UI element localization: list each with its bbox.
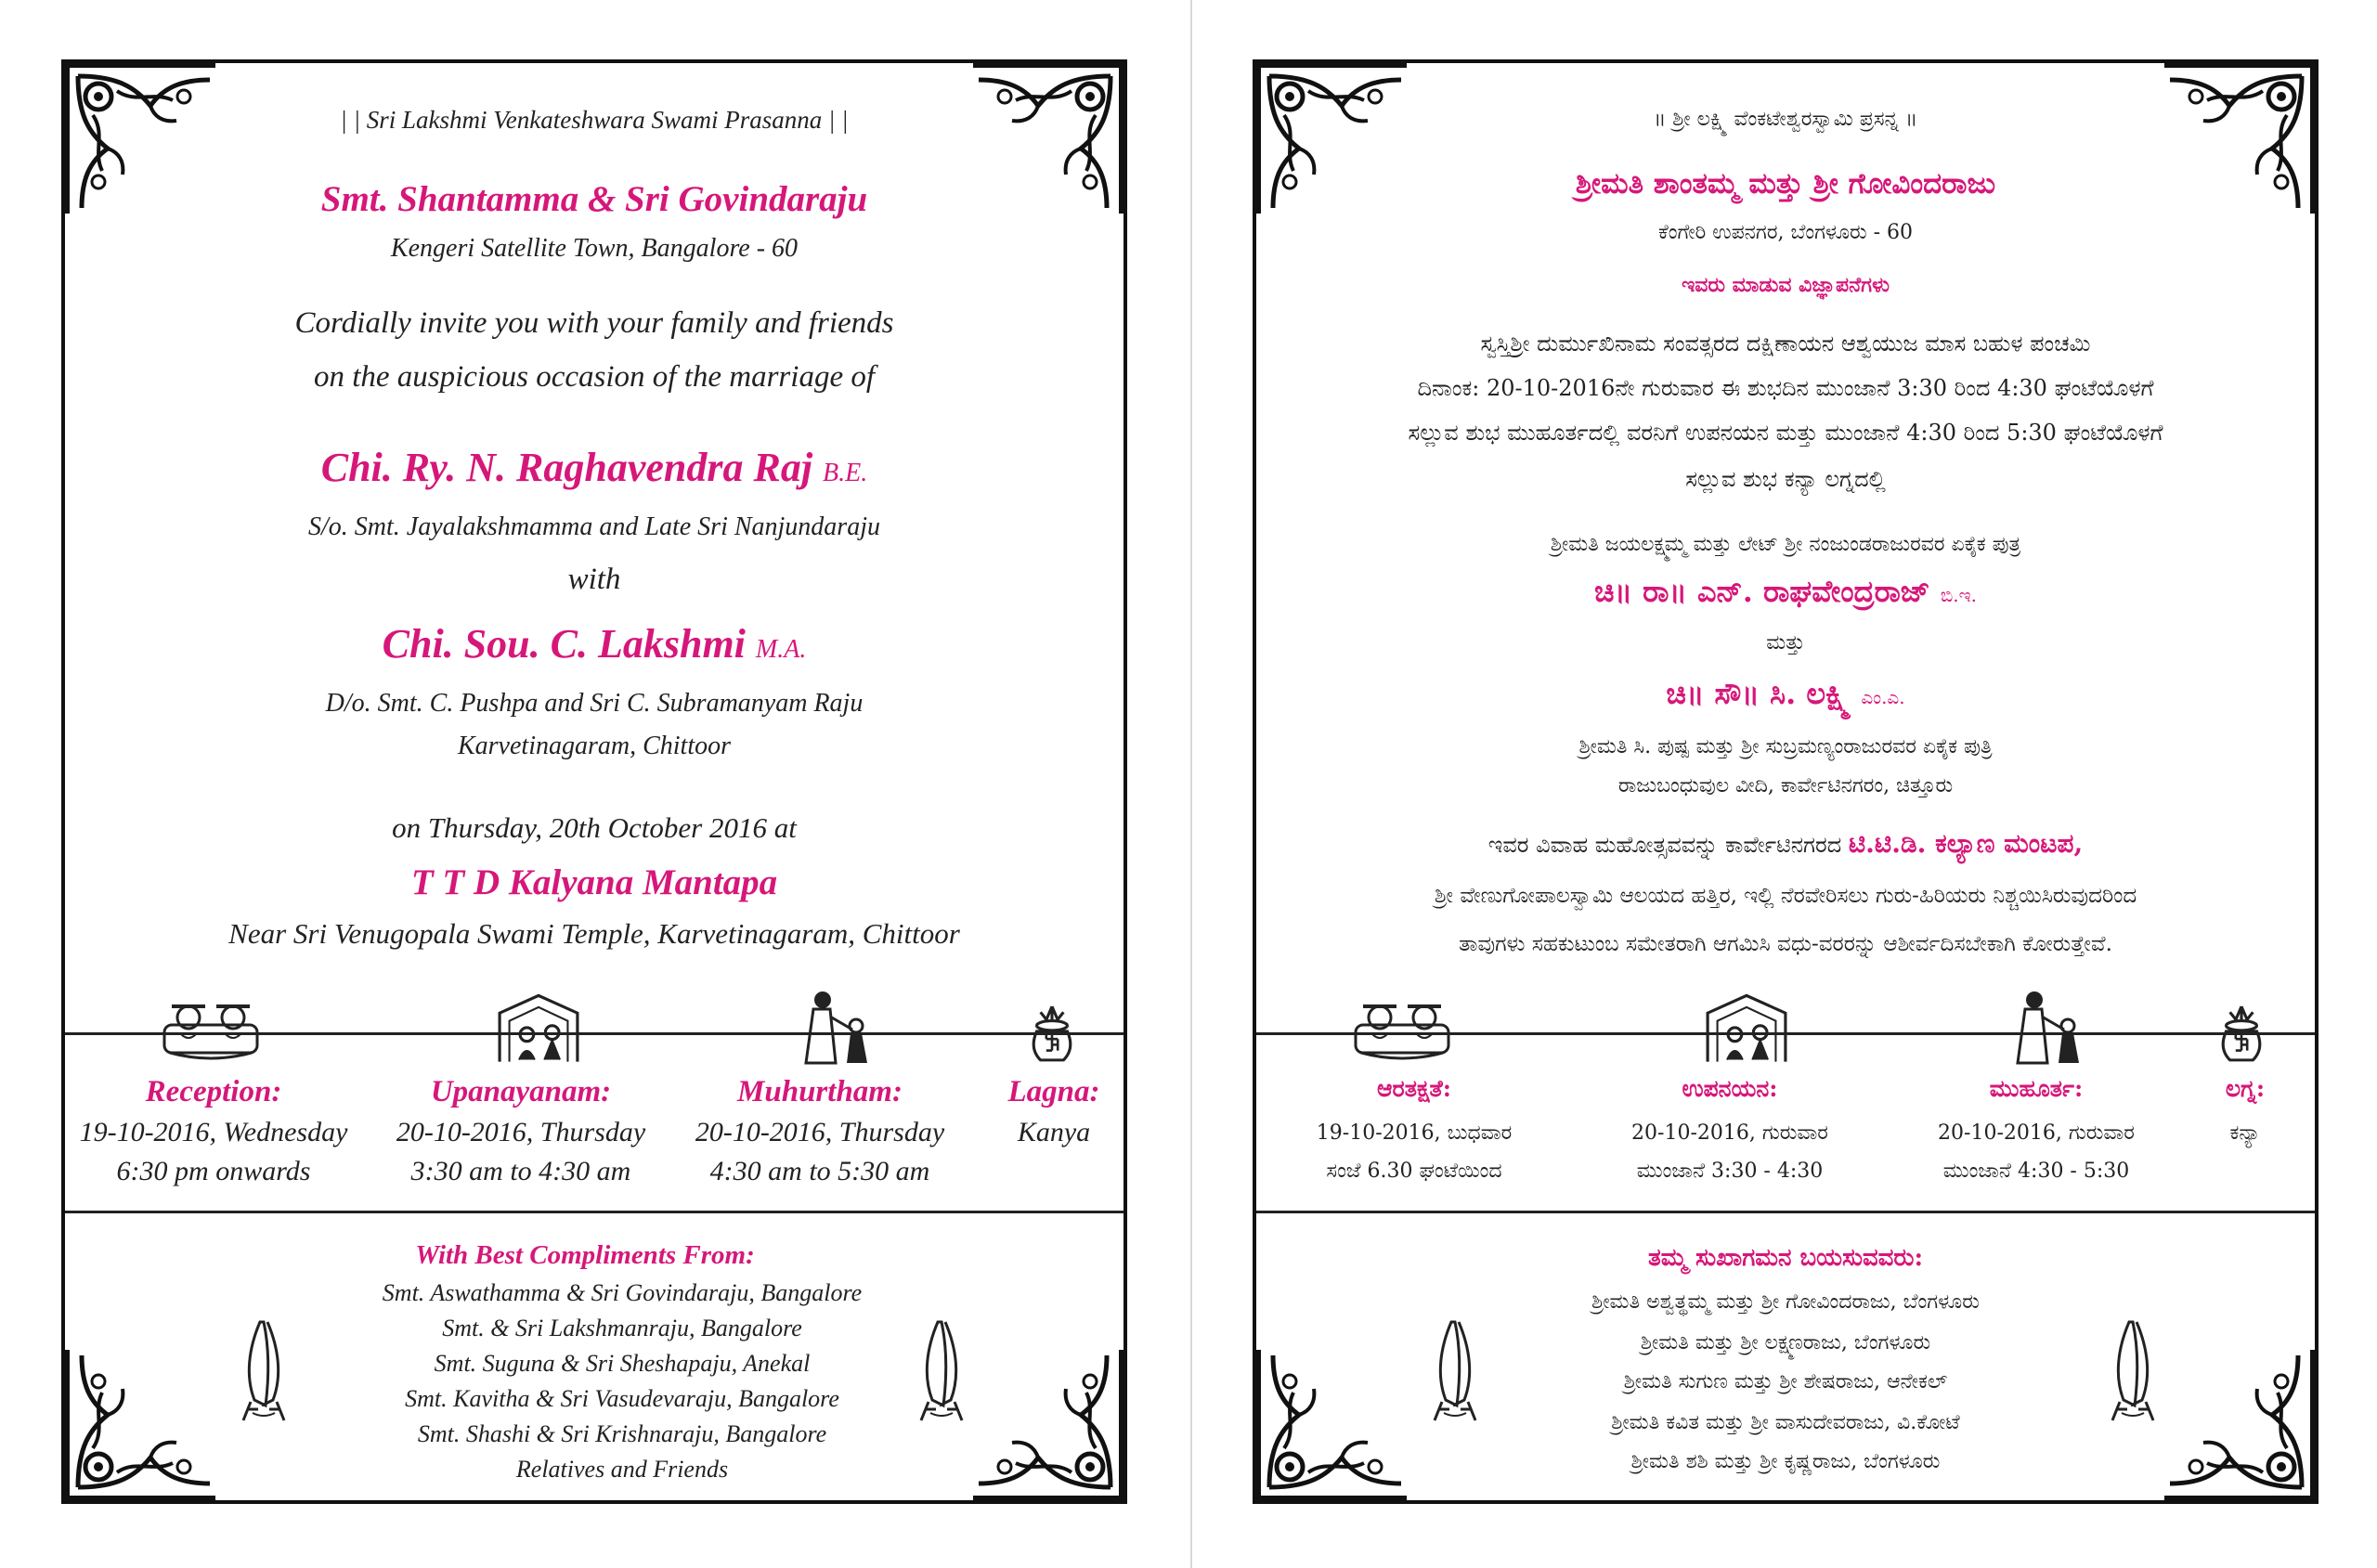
invite-line-2: on the auspicious occasion of the marriage of — [313, 360, 876, 394]
event-muhurtham — [685, 1075, 955, 1187]
upanayanam-ritual-icon — [498, 993, 579, 1064]
groom-heading — [65, 444, 1124, 491]
venue-name: T T D Kalyana Mantapa — [410, 862, 778, 902]
ceremony-para-2: ದಿನಾಂಕ: 20-10-2016ನೇ ಗುರುವಾರ ಈ ಶುಭದಿನ ಮುಂಜಾನೆ 3:30 ರಿಂದ 4:30 ಘಂಟೆಯೊಳಗೆ — [1417, 375, 2154, 401]
event-title: Reception: — [145, 1075, 282, 1108]
corner-ornament-icon — [969, 1346, 1127, 1504]
event-lagna — [994, 1075, 1114, 1148]
event-title: ಆರತಕ್ಷತೆ: — [1376, 1075, 1451, 1102]
event-title: Upanayanam: — [430, 1075, 612, 1108]
compliment-2: ಶ್ರೀಮತಿ ಮತ್ತು ಶ್ರೀ ಲಕ್ಷ್ಮಣರಾಜು, ಬೆಂಗಳೂರು — [1640, 1331, 1931, 1354]
compliment-6: Relatives and Friends — [515, 1456, 729, 1483]
event-muhurtham — [1897, 1075, 2176, 1183]
namaste-hands-icon — [2111, 1320, 2155, 1422]
venue-line-1 — [1256, 828, 2315, 860]
groom-name: Chi. Ry. N. Raghavendra Raj — [320, 445, 813, 490]
hosts-address: Kengeri Satellite Town, Bangalore - 60 — [390, 234, 799, 263]
bride-address: ರಾಜುಬಂಧುವುಲ ವೀದಿ, ಕಾರ್ವೇಟಿನಗರಂ, ಚಿತ್ತೂರು — [1617, 774, 1954, 797]
event-time: ಸಂಜೆ 6.30 ಘಂಟೆಯಿಂದ — [1326, 1160, 1502, 1183]
invocation: ॥ ಶ್ರೀ ಲಕ್ಷ್ಮಿ ವೆಂಕಟೇಶ್ವರಸ್ವಾಮಿ ಪ್ರಸನ್ನ ॥ — [1653, 108, 1918, 131]
ceremony-para-3: ಸಲ್ಲುವ ಶುಭ ಮುಹೂರ್ತದಲ್ಲಿ ವರನಿಗೆ ಉಪನಯನ ಮತ್ತು ಮುಂಜಾನೆ 4:30 ರಿಂದ 5:30 ಘಂಟೆಯೊಳಗೆ — [1408, 420, 2163, 446]
event-title: ಉಪನಯನ: — [1682, 1075, 1778, 1102]
event-reception — [74, 1075, 353, 1187]
hosts-name: ಶ್ರೀಮತಿ ಶಾಂತಮ್ಮ ಮತ್ತು ಶ್ರೀ ಗೋವಿಂದರಾಜು — [1575, 167, 1996, 201]
event-title: ಮುಹೂರ್ತ: — [1989, 1075, 2084, 1102]
event-date: 20-10-2016, Thursday — [695, 1117, 945, 1147]
event-reception — [1275, 1075, 1553, 1183]
event-title: Muhurtham: — [737, 1075, 903, 1108]
compliment-2: Smt. & Sri Lakshmanraju, Bangalore — [442, 1315, 802, 1341]
compliment-1: Smt. Aswathamma & Sri Govindaraju, Bangalore — [382, 1279, 863, 1306]
events-rule-top — [65, 1032, 1124, 1035]
compliment-1: ಶ್ರೀಮತಿ ಅಶ್ವತ್ಥಮ್ಮ ಮತ್ತು ಶ್ರೀ ಗೋವಿಂದರಾಜು, ಬೆಂಗಳೂರು — [1591, 1290, 1980, 1314]
ceremony-para-4: ಸಲ್ಲುವ ಶುಭ ಕನ್ಯಾ ಲಗ್ನದಲ್ಲಿ — [1685, 466, 1886, 492]
event-time: 3:30 am to 4:30 am — [410, 1156, 631, 1186]
event-title: Lagna: — [1007, 1075, 1100, 1108]
event-upanayanam — [1591, 1075, 1869, 1183]
groom-degree: B.E. — [823, 459, 868, 487]
event-date: 20-10-2016, ಗುರುವಾರ — [1938, 1121, 2135, 1145]
event-date: 19-10-2016, Wednesday — [79, 1117, 348, 1147]
compliment-5: Smt. Shashi & Sri Krishnaraju, Bangalore — [417, 1420, 827, 1447]
mother-child-icon — [2010, 988, 2085, 1066]
compliments-title: ತಮ್ಮ ಸುಖಾಗಮನ ಬಯಸುವವರು: — [1647, 1244, 1924, 1272]
event-lagna — [2194, 1075, 2296, 1145]
venue-line-3: ತಾವುಗಳು ಸಹಕುಟುಂಬ ಸಮೇತರಾಗಿ ಆಗಮಿಸಿ ವಧು-ವರರನ್ನು ಆಶೀರ್ವದಿಸಬೇಕಾಗಿ ಕೋರುತ್ತೇವೆ. — [1459, 932, 2112, 956]
with-text: ಮತ್ತು — [1766, 631, 1805, 654]
event-date: 19-10-2016, ಬುಧವಾರ — [1316, 1121, 1513, 1145]
events-rule-top — [1256, 1032, 2315, 1035]
bride-heading — [65, 620, 1124, 667]
bride-parents: ಶ್ರೀಮತಿ ಸಿ. ಪುಷ್ಪ ಮತ್ತು ಶ್ರೀ ಸುಬ್ರಮಣ್ಯಂರಾಜುರವರ ಏಕೈಕ ಪುತ್ರಿ — [1578, 735, 1993, 758]
compliment-3: Smt. Suguna & Sri Sheshараju, Anekal — [434, 1350, 811, 1377]
bride-heading — [1256, 676, 2315, 712]
namaste-hands-icon — [919, 1320, 964, 1422]
compliment-3: ಶ್ರೀಮತಿ ಸುಗುಣ ಮತ್ತು ಶ್ರೀ ಶೇಷರಾಜು, ಆನೇಕಲ್ — [1623, 1370, 1948, 1393]
bride-name: ಚಿ॥ ಸೌ॥ ಸಿ. ಲಕ್ಷ್ಮಿ — [1666, 676, 1851, 711]
hosts-name: Smt. Shantamma & Sri Govindaraju — [320, 179, 868, 219]
hosts-address: ಕೆಂಗೇರಿ ಉಪನಗರ, ಬೆಂಗಳೂರು - 60 — [1657, 221, 1914, 244]
event-time: 6:30 pm onwards — [116, 1156, 311, 1186]
mother-child-icon — [799, 988, 873, 1066]
venue-line-pre: ಇವರ ವಿವಾಹ ಮಹೋತ್ಸವವನ್ನು ಕಾರ್ವೇಟಿನಗರದ — [1487, 832, 1842, 858]
event-upanayanam — [386, 1075, 656, 1187]
event-date: 20-10-2016, Thursday — [396, 1117, 646, 1147]
ceremony-para-1: ಸ್ವಸ್ತಿಶ್ರೀ ದುರ್ಮುಖಿನಾಮ ಸಂವತ್ಸರದ ದಕ್ಷಿಣಾಯನ ಆಶ್ವಯುಜ ಮಾಸ ಬಹುಳ ಪಂಚಮಿ — [1480, 330, 2091, 356]
event-title: ಲಗ್ನ: — [2225, 1075, 2266, 1102]
with-text: with — [567, 563, 621, 596]
event-time: ಮುಂಜಾನೆ 3:30 - 4:30 — [1636, 1160, 1824, 1183]
groom-parents: ಶ್ರೀಮತಿ ಜಯಲಕ್ಷ್ಮಮ್ಮ ಮತ್ತು ಲೇಟ್ ಶ್ರೀ ನಂಜುಂಡರಾಜುರವರ ಏಕೈಕ ಪುತ್ರ — [1550, 533, 2021, 556]
bride-degree: M.A. — [755, 635, 807, 664]
event-time: 4:30 am to 5:30 am — [709, 1156, 930, 1186]
announcement-heading: ಇವರು ಮಾಡುವ ವಿಜ್ಞಾಪನೆಗಳು — [1681, 273, 1890, 297]
page-fold-divider — [1190, 0, 1192, 1568]
event-time: ಮುಂಜಾನೆ 4:30 - 5:30 — [1942, 1160, 2130, 1183]
venue-name: ಟಿ.ಟಿ.ಡಿ. ಕಲ್ಯಾಣ ಮಂಟಪ, — [1848, 828, 2084, 859]
event-date: Kanya — [1017, 1117, 1091, 1147]
upanayanam-ritual-icon — [1706, 993, 1787, 1064]
groom-degree: ಬಿ.ಇ. — [1940, 584, 1977, 606]
bride-name: Chi. Sou. C. Lakshmi — [382, 621, 746, 667]
kannada-invitation-card — [1253, 59, 2319, 1504]
corner-ornament-icon — [61, 1346, 219, 1504]
event-date: 20-10-2016, ಗುರುವಾರ — [1631, 1121, 1828, 1145]
compliments-title: With Best Compliments From: — [415, 1240, 755, 1270]
invocation: | | Sri Lakshmi Venkateshwara Swami Prasanna | | — [340, 106, 849, 134]
bride-town: Karvetinagaram, Chittoor — [457, 732, 731, 760]
invite-line-1: Cordially invite you with your family and friends — [294, 306, 894, 340]
namaste-hands-icon — [241, 1320, 286, 1422]
compliment-4: Smt. Kavitha & Sri Vasudevaraju, Bangalore — [405, 1385, 839, 1412]
namaste-hands-icon — [1433, 1320, 1477, 1422]
groom-parents: S/o. Smt. Jayalakshmamma and Late Sri Nanjundaraju — [308, 512, 880, 541]
venue-address: Near Sri Venugopala Swami Temple, Karvetinagaram, Chittoor — [228, 917, 960, 950]
groom-heading — [1256, 574, 2315, 610]
compliment-4: ಶ್ರೀಮತಿ ಕವಿತ ಮತ್ತು ಶ್ರೀ ವಾಸುದೇವರಾಜು, ವಿ.ಕೋಟೆ — [1611, 1411, 1960, 1434]
compliment-5: ಶ್ರೀಮತಿ ಶಶಿ ಮತ್ತು ಶ್ರೀ ಕೃಷ್ಣರಾಜು, ಬೆಂಗಳೂರು — [1630, 1450, 1941, 1473]
bride-degree: ಎಂ.ಎ. — [1861, 686, 1905, 708]
events-rule-bottom — [1256, 1211, 2315, 1213]
groom-name: ಚಿ॥ ರಾ॥ ಎನ್. ರಾಘವೇಂದ್ರರಾಜ್ — [1594, 574, 1930, 609]
english-invitation-card — [61, 59, 1127, 1504]
event-date: ಕನ್ಯಾ — [2229, 1121, 2261, 1145]
date-line: on Thursday, 20th October 2016 at — [392, 811, 797, 844]
venue-line-2: ಶ್ರೀ ವೇಣುಗೋಪಾಲಸ್ವಾಮಿ ಆಲಯದ ಹತ್ತಿರ, ಇಲ್ಲಿ ನೆರವೇರಿಸಲು ಗುರು-ಹಿರಿಯರು ನಿಶ್ಚಯಿಸಿರುವುದರಿಂದ — [1434, 884, 2137, 908]
events-rule-bottom — [65, 1211, 1124, 1213]
bride-parents: D/o. Smt. C. Pushpa and Sri C. Subramanyam Raju — [325, 689, 864, 718]
